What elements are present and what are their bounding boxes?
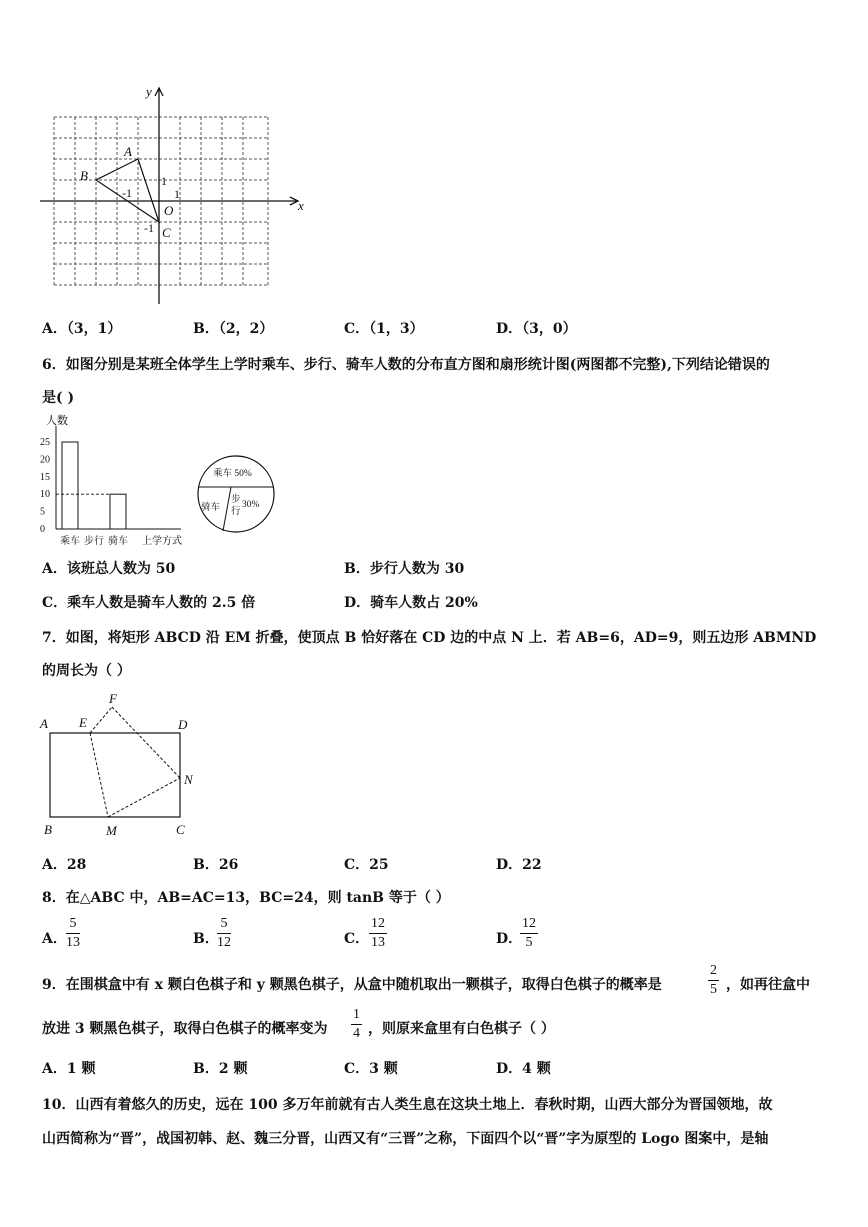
numerator: 5 xyxy=(66,915,80,934)
denominator: 5 xyxy=(525,935,533,950)
q5-option-b: B．（2，2） xyxy=(193,321,274,337)
y-tick-label: 0 xyxy=(40,524,45,535)
q6-stem-line1: 6．如图分别是某班全体学生上学时乘车、步行、骑车人数的分布直方图和扇形统计图(两图都不完整),下列结论错误的 xyxy=(42,357,770,373)
numerator: 2 xyxy=(708,962,719,981)
tick-x-plus-1: 1 xyxy=(174,187,180,201)
q5-option-c: C．（1，3） xyxy=(344,321,424,337)
denominator: 13 xyxy=(371,935,385,950)
pie-slice-walk-pct: 30% xyxy=(242,500,260,510)
q8-stem: 8．在△ABC 中，AB=AC=13，BC=24，则 tanB 等于（ ） xyxy=(42,890,450,906)
label-a: A xyxy=(40,716,48,731)
q5-option-a: A．（3，1） xyxy=(42,321,122,337)
label-c: C xyxy=(176,822,185,837)
q6-bar-chart xyxy=(36,410,186,550)
pie-slice-bus: 乘车 50% xyxy=(213,469,252,479)
q9-option-d: D．4 颗 xyxy=(496,1061,551,1077)
q6-option-c: C．乘车人数是骑车人数的 2.5 倍 xyxy=(42,595,256,611)
y-tick-label: 10 xyxy=(40,489,50,501)
x-category-label: 骑车 xyxy=(108,536,128,547)
numerator: 12 xyxy=(369,915,387,934)
q7-stem-line2: 的周长为（ ） xyxy=(42,663,131,679)
q7-option-d: D．22 xyxy=(496,857,542,873)
q9-option-a: A．1 颗 xyxy=(42,1061,96,1077)
denominator: 12 xyxy=(217,935,231,950)
point-b-label: B xyxy=(80,168,88,183)
q5-option-d: D．（3，0） xyxy=(496,321,577,337)
denominator: 5 xyxy=(710,982,717,997)
q7-rectangle-figure xyxy=(36,688,206,840)
y-tick-label: 20 xyxy=(40,454,50,466)
tick-y-minus-1: -1 xyxy=(144,221,154,235)
numerator: 1 xyxy=(351,1006,362,1025)
numerator: 12 xyxy=(520,915,538,934)
q9-stem-part1: 9．在围棋盒中有 x 颗白色棋子和 y 颗黑色棋子，从盒中随机取出一颗棋子，取得白色棋子的概率是 xyxy=(42,977,662,993)
q6-option-d: D．骑车人数占 20% xyxy=(344,595,478,611)
pie-slice-bike: 骑车 xyxy=(201,503,221,513)
label-n: N xyxy=(184,772,193,787)
label-d: D xyxy=(178,717,188,732)
point-a-label: A xyxy=(124,144,132,159)
origin-label: O xyxy=(164,203,174,218)
q9-stem-part2: ，如再往盒中 xyxy=(726,977,810,993)
q8-option-d-label: D． xyxy=(496,931,523,947)
x-axis-label: x xyxy=(298,198,304,213)
q9-option-b: B．2 颗 xyxy=(193,1061,248,1077)
pie-slice-walk-b: 行 xyxy=(231,507,241,517)
x-category-label: 步行 xyxy=(84,536,104,547)
q9-stem-part3: 放进 3 颗黑色棋子，取得白色棋子的概率变为 xyxy=(42,1021,328,1037)
y-axis-label: y xyxy=(146,84,152,99)
label-e: E xyxy=(79,715,87,730)
q8-option-a-label: A． xyxy=(42,931,67,947)
q8-option-a-fraction xyxy=(66,915,80,952)
tick-y-plus-1: 1 xyxy=(161,174,167,188)
y-tick-label: 15 xyxy=(40,471,50,483)
q6-option-b: B．步行人数为 30 xyxy=(344,561,465,577)
q6-pie-chart xyxy=(193,452,279,538)
x-category-label: 乘车 xyxy=(60,536,80,547)
denominator: 4 xyxy=(353,1026,360,1041)
label-b: B xyxy=(44,822,52,837)
q7-option-b: B．26 xyxy=(193,857,239,873)
x-axis-title: 上学方式 xyxy=(142,536,182,547)
q9-option-c: C．3 颗 xyxy=(344,1061,398,1077)
q8-option-c-label: C． xyxy=(344,931,370,947)
tick-x-minus-1: -1 xyxy=(122,186,132,200)
q9-fraction-2 xyxy=(351,1006,362,1043)
label-m: M xyxy=(106,823,117,838)
q7-stem-line1: 7．如图，将矩形 ABCD 沿 EM 折叠，使顶点 B 恰好落在 CD 边的中点 N 上．若 AB=6，AD=9，则五边形 ABMND xyxy=(42,630,817,646)
q9-stem-part4: ，则原来盒里有白色棋子（ ） xyxy=(368,1021,555,1037)
q6-option-a: A．该班总人数为 50 xyxy=(42,561,176,577)
q8-option-b-label: B． xyxy=(193,931,219,947)
q8-option-b-fraction xyxy=(217,915,231,952)
q10-stem-line1: 10．山西有着悠久的历史，远在 100 多万年前就有古人类生息在这块土地上．春秋时期，山西大部分为晋国领地，故 xyxy=(42,1097,773,1113)
denominator: 13 xyxy=(66,935,80,950)
y-tick-label: 25 xyxy=(40,437,50,448)
bar-2 xyxy=(110,494,126,529)
numerator: 5 xyxy=(217,915,231,934)
q7-option-a: A．28 xyxy=(42,857,87,873)
q8-option-c-fraction xyxy=(369,915,387,952)
bar-0 xyxy=(62,442,78,529)
q8-option-d-fraction xyxy=(520,915,538,952)
axes xyxy=(40,88,298,304)
y-tick-label: 5 xyxy=(40,506,45,518)
q10-stem-line2: 山西简称为“晋”，战国初韩、赵、魏三分晋，山西又有“三晋”之称，下面四个以“晋”字为原型的 Logo 图案中，是轴 xyxy=(42,1131,769,1147)
q6-stem-line2: 是( ) xyxy=(42,390,75,406)
q7-option-c: C．25 xyxy=(344,857,389,873)
q9-fraction-1 xyxy=(708,962,719,999)
label-f: F xyxy=(109,691,117,706)
pie-slice-walk-a: 步 xyxy=(231,495,241,505)
q5-coordinate-figure xyxy=(36,82,316,307)
point-c-label: C xyxy=(162,225,171,240)
y-axis-title: 人数 xyxy=(46,415,68,427)
